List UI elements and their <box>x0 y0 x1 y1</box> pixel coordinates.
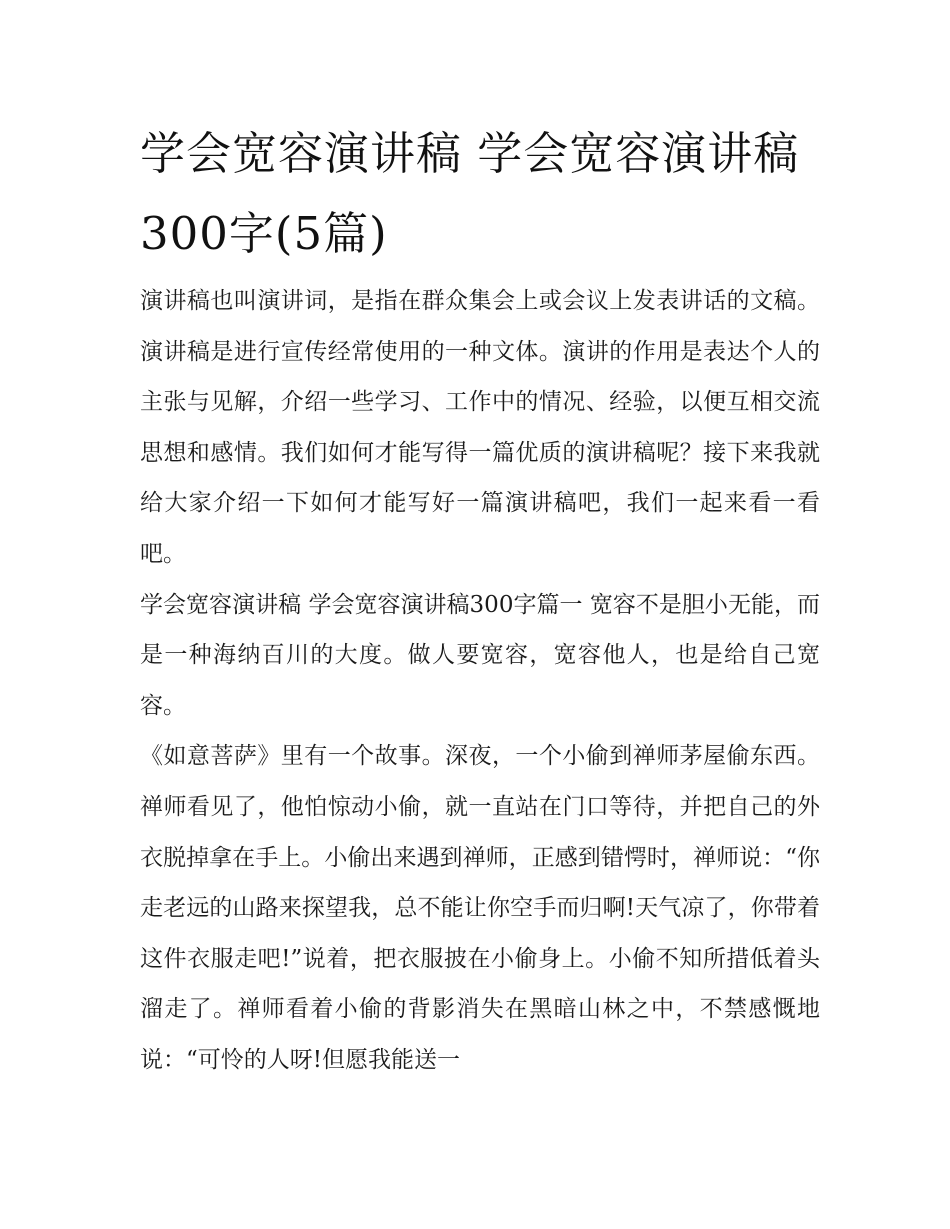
document-body <box>140 276 820 1086</box>
document-title: 学会宽容演讲稿 学会宽容演讲稿300字(5篇) <box>140 127 800 260</box>
intro-paragraph: 演讲稿也叫演讲词，是指在群众集会上或会议上发表讲话的文稿。演讲稿是进行宣传经常使用的一种文体。演讲的作用是表达个人的主张与见解，介绍一些学习、工作中的情况、经验，以便互相交流思想和感情。我们如何才能写得一篇优质的演讲稿呢？接下来我就给大家介绍一下如何才能写好一篇演讲稿吧，我们一起来看一看吧。 <box>140 288 820 567</box>
essay-paragraph-1: 学会宽容演讲稿 学会宽容演讲稿300字篇一 宽容不是胆小无能，而是一种海纳百川的大度。做人要宽容，宽容他人，也是给自己宽容。 <box>140 591 820 719</box>
essay-paragraph-2: 《如意菩萨》里有一个故事。深夜，一个小偷到禅师茅屋偷东西。禅师看见了，他怕惊动小偷，就一直站在门口等待，并把自己的外衣脱掉拿在手上。小偷出来遇到禅师，正感到错愕时，禅师说：“你走老远的山路来探望我，总不能让你空手而归啊!天气凉了，你带着这件衣服走吧!”说着，把衣服披在小偷身上。小偷不知所措低着头溜走了。禅师看着小偷的背影消失在黑暗山林之中，不禁感慨地说：“可怜的人呀!但愿我能送一 <box>140 743 820 1073</box>
